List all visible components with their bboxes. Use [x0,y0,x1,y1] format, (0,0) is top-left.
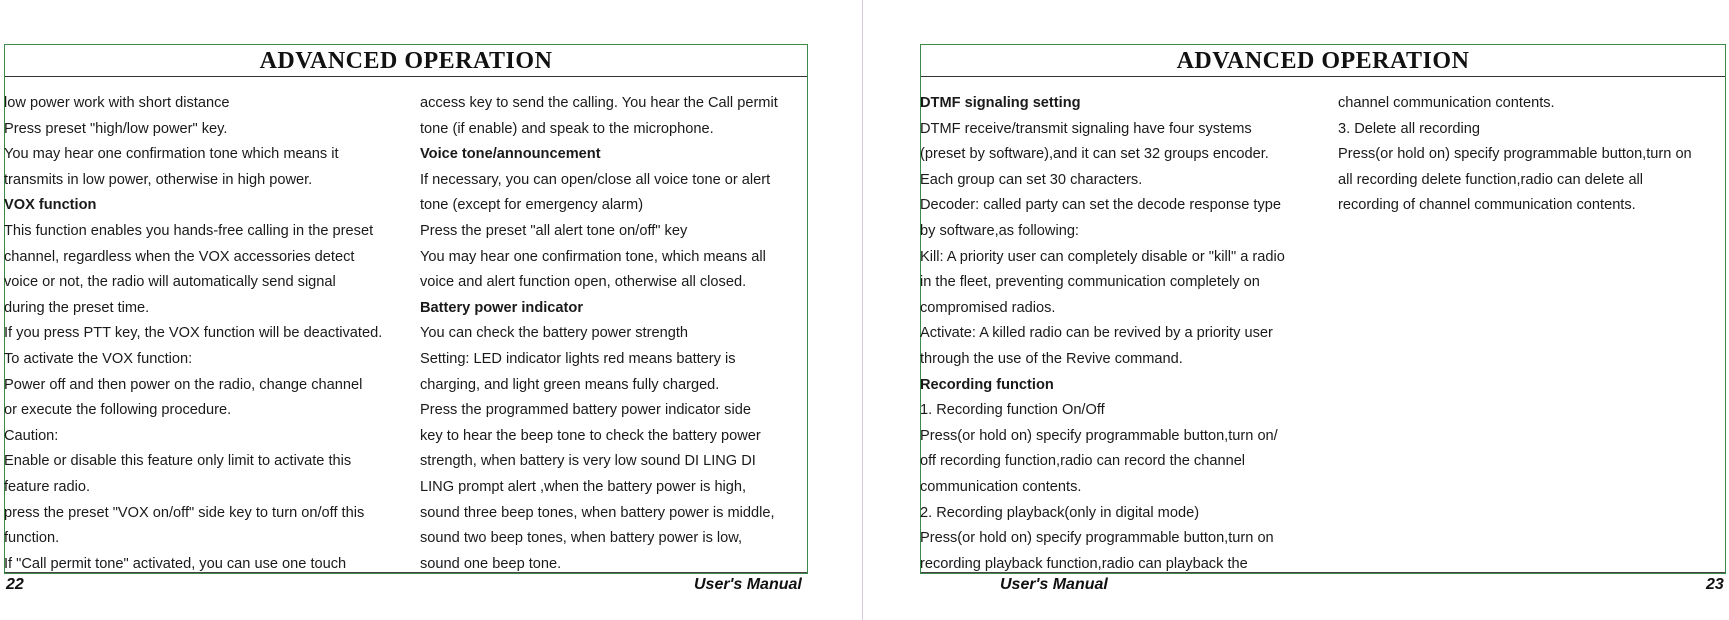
right-page-frame [920,44,1726,574]
right-footer-label: User's Manual [1000,576,1108,593]
text-line: function. [4,530,60,547]
left-page-number: 22 [6,576,24,593]
text-line: Press the programmed battery power indicator side [420,402,751,419]
text-line: in the fleet, preventing communication completely on [920,274,1260,291]
text-line: all recording delete function,radio can delete all [1338,171,1644,188]
text-line: strength, when battery is very low sound DI LING DI [420,453,756,470]
text-line: Press preset "high/low power" key. [4,120,228,137]
text-line: 2. Recording playback(only in digital mode) [920,504,1200,521]
text-line: compromised radios. [920,299,1056,316]
text-line: communication contents. [920,478,1082,495]
right-page-number: 23 [1706,576,1724,593]
text-line: If you press PTT key, the VOX function will be deactivated. [4,325,383,342]
right-page-title: ADVANCED OPERATION [1176,48,1470,74]
left-footer-label: User's Manual [694,576,802,593]
text-line: Press(or hold on) specify programmable button,turn on [1338,146,1692,163]
text-line: Press the preset "all alert tone on/off" key [420,222,688,239]
right-header [921,45,1725,77]
spread-divider [862,0,863,620]
left-header [5,45,807,77]
text-line: channel communication contents. [1338,95,1555,111]
section-heading: VOX function [4,197,97,214]
text-line: tone (if enable) and speak to the microphone. [420,120,714,137]
text-line: If necessary, you can open/close all voice tone or alert [420,171,771,188]
right-column-1 [920,91,1285,577]
left-column-2 [420,91,778,577]
right-footer-rule [921,572,1725,573]
text-line: DTMF receive/transmit signaling have four systems [920,120,1252,137]
text-line: Each group can set 30 characters. [920,171,1143,188]
text-line: Caution: [4,427,59,444]
text-line: Enable or disable this feature only limit to activate this [4,453,352,470]
section-heading: Voice tone/announcement [420,146,601,163]
text-line: recording playback function,radio can playback the [920,555,1248,572]
text-line: (preset by software),and it can set 32 groups encoder. [920,146,1269,163]
left-page-title: ADVANCED OPERATION [259,48,553,74]
text-line: LING prompt alert ,when the battery power is high, [420,478,747,495]
text-line: Setting: LED indicator lights red means battery is [420,350,736,367]
text-line: Power off and then power on the radio, change channel [4,376,363,393]
text-line: sound two beep tones, when battery power is low, [420,530,743,547]
text-line: charging, and light green means fully charged. [420,376,720,393]
text-line: channel, regardless when the VOX accessories detect [4,248,355,265]
text-line: during the preset time. [4,299,150,316]
text-line: through the use of the Revive command. [920,350,1183,367]
text-line: key to hear the beep tone to check the battery power [420,427,761,444]
text-line: voice and alert function open, otherwise all closed. [420,274,747,291]
text-line: Activate: A killed radio can be revived by a priority user [920,325,1273,342]
text-line: sound one beep tone. [420,555,562,572]
text-line: This function enables you hands-free calling in the preset [4,222,374,239]
left-page [0,0,862,620]
text-line: by software,as following: [920,222,1079,239]
text-line: transmits in low power, otherwise in high power. [4,171,313,188]
section-heading: Recording function [920,376,1054,393]
text-line: You may hear one confirmation tone, which means all [420,248,766,265]
text-line: You may hear one confirmation tone which means it [4,146,339,163]
text-line: Decoder: called party can set the decode response type [920,197,1282,214]
section-heading: DTMF signaling setting [920,95,1081,111]
text-line: You can check the battery power strength [420,325,688,342]
section-heading: Battery power indicator [420,299,583,316]
text-line: Press(or hold on) specify programmable button,turn on [920,530,1274,547]
right-page [864,0,1729,620]
text-line: Kill: A priority user can completely disable or "kill" a radio [920,248,1285,265]
left-column-1 [4,91,382,577]
text-line: press the preset "VOX on/off" side key to turn on/off this [4,504,365,521]
text-line: sound three beep tones, when battery power is middle, [420,504,775,521]
text-line: access key to send the calling. You hear the Call permit [420,95,778,111]
right-column-2 [1338,91,1692,219]
text-line: feature radio. [4,478,90,495]
text-line: off recording function,radio can record the channel [920,453,1246,470]
text-line: voice or not, the radio will automatically send signal [4,274,336,291]
text-line: Press(or hold on) specify programmable button,turn on/ [920,427,1278,444]
text-line: low power work with short distance [4,95,230,111]
left-footer-rule [5,572,807,573]
left-page-frame [4,44,808,574]
text-line: To activate the VOX function: [4,350,193,367]
text-line: 3. Delete all recording [1338,120,1480,137]
text-line: 1. Recording function On/Off [920,402,1105,419]
text-line: tone (except for emergency alarm) [420,197,644,214]
text-line: or execute the following procedure. [4,402,232,419]
text-line: If "Call permit tone" activated, you can use one touch [4,555,347,572]
text-line: recording of channel communication contents. [1338,197,1636,214]
